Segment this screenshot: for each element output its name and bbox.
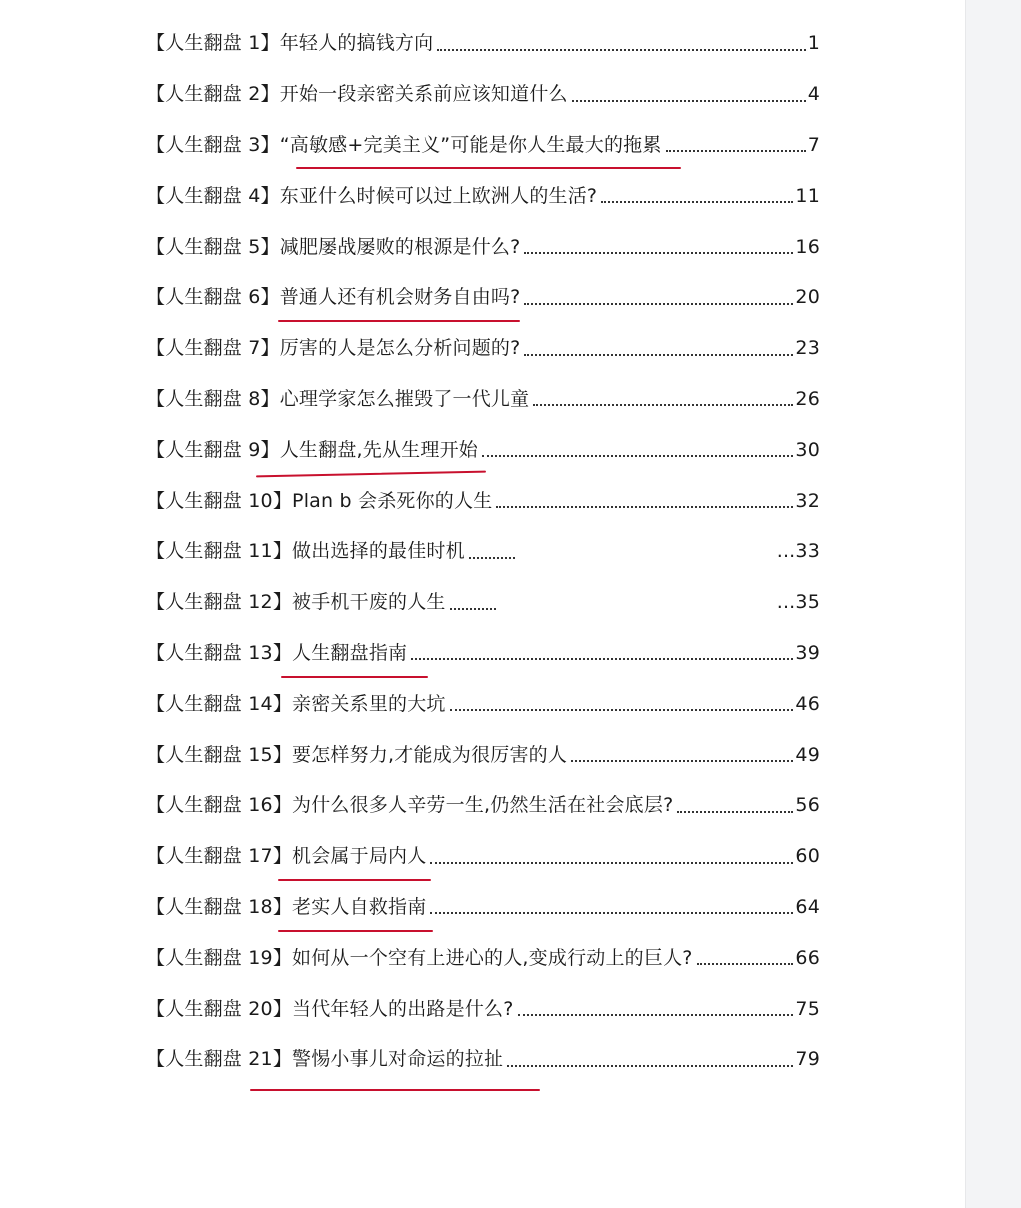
dot-leader [533, 403, 793, 406]
toc-entry-title: 为什么很多人辛劳一生,仍然生活在社会底层? [292, 794, 674, 817]
red-pen-underline [278, 879, 431, 881]
table-of-contents [146, 18, 820, 1085]
red-pen-underline [278, 320, 520, 322]
dot-leader [524, 251, 793, 254]
toc-entry[interactable] [146, 526, 820, 577]
toc-entry-page-number: 66 [795, 946, 820, 969]
toc-entry-page-number: ...35 [776, 591, 820, 614]
toc-entry-number: 【人生翻盘 20】 [146, 997, 293, 1020]
toc-entry-title: 减肥屡战屡败的根源是什么? [279, 235, 521, 258]
toc-entry-page-number: 23 [795, 337, 820, 360]
toc-entry-number: 【人生翻盘 6】 [146, 286, 280, 309]
red-pen-underline [281, 676, 428, 678]
toc-entry-page-number: 7 [807, 133, 820, 156]
dot-leader [507, 1064, 793, 1067]
toc-entry-number: 【人生翻盘 4】 [146, 184, 280, 207]
toc-entry-title: 做出选择的最佳时机 [292, 540, 465, 563]
toc-entry-number: 【人生翻盘 7】 [146, 337, 280, 360]
toc-entry[interactable] [146, 221, 820, 272]
toc-entry[interactable] [146, 170, 820, 221]
toc-entry-title: 年轻人的搞钱方向 [279, 32, 434, 55]
toc-entry-page-number: 46 [795, 692, 820, 715]
toc-entry-number: 【人生翻盘 10】 [146, 489, 293, 512]
toc-entry-title: 如何从一个空有上进心的人,变成行动上的巨人? [292, 946, 693, 969]
toc-entry-title: Plan b 会杀死你的人生 [292, 489, 493, 512]
toc-entry-title: 厉害的人是怎么分析问题的? [279, 337, 521, 360]
dot-leader [572, 99, 806, 102]
toc-entry-title: 机会属于局内人 [292, 845, 427, 868]
dot-leader [411, 657, 793, 660]
toc-entry-page-number: 75 [795, 997, 820, 1020]
toc-entry-title: 亲密关系里的大坑 [292, 692, 446, 715]
red-pen-underline [250, 1089, 540, 1091]
toc-entry-number: 【人生翻盘 19】 [146, 946, 293, 969]
dot-leader [518, 1013, 794, 1016]
toc-entry-number: 【人生翻盘 2】 [146, 83, 280, 106]
dot-leader [524, 302, 793, 305]
dot-leader [450, 708, 794, 711]
red-pen-underline [278, 930, 433, 932]
toc-entry-title: 要怎样努力,才能成为很厉害的人 [292, 743, 568, 766]
toc-entry-number: 【人生翻盘 13】 [146, 641, 293, 664]
toc-entry[interactable] [146, 1034, 820, 1085]
dot-leader [469, 556, 515, 559]
toc-entry[interactable] [146, 628, 820, 679]
viewer-side-margin [965, 0, 1021, 1208]
toc-entry-page-number: 26 [795, 387, 820, 410]
toc-entry[interactable] [146, 780, 820, 831]
toc-entry[interactable] [146, 932, 820, 983]
dot-leader [524, 353, 793, 356]
toc-entry[interactable] [146, 120, 820, 171]
dot-leader [601, 200, 793, 203]
toc-entry[interactable] [146, 678, 820, 729]
toc-entry-number: 【人生翻盘 15】 [146, 743, 293, 766]
red-pen-underline [296, 167, 681, 169]
toc-entry[interactable] [146, 729, 820, 780]
dot-leader [430, 911, 793, 914]
dot-leader [571, 759, 793, 762]
toc-entry[interactable] [146, 983, 820, 1034]
toc-entry-number: 【人生翻盘 8】 [146, 387, 280, 410]
toc-entry[interactable] [146, 577, 820, 628]
toc-entry-title: 老实人自救指南 [292, 895, 427, 918]
toc-entry-page-number: 64 [795, 895, 820, 918]
toc-entry-number: 【人生翻盘 12】 [146, 591, 293, 614]
toc-entry-title: 人生翻盘指南 [292, 641, 408, 664]
toc-entry[interactable] [146, 272, 820, 323]
toc-entry-title: 东亚什么时候可以过上欧洲人的生活? [279, 184, 598, 207]
toc-entry-number: 【人生翻盘 9】 [146, 438, 280, 461]
toc-entry-page-number: 16 [795, 235, 820, 258]
toc-entry[interactable] [146, 323, 820, 374]
toc-entry-page-number: 20 [795, 286, 820, 309]
toc-entry[interactable] [146, 69, 820, 120]
dot-leader [697, 962, 794, 965]
toc-entry-page-number: 1 [807, 32, 820, 55]
toc-entry-page-number: 11 [795, 184, 820, 207]
toc-entry-page-number: ...33 [776, 540, 820, 563]
dot-leader [677, 810, 793, 813]
toc-entry-number: 【人生翻盘 3】 [146, 133, 280, 156]
toc-entry-page-number: 4 [807, 83, 820, 106]
toc-entry-page-number: 60 [795, 845, 820, 868]
toc-entry[interactable] [146, 424, 820, 475]
toc-entry-number: 【人生翻盘 16】 [146, 794, 293, 817]
toc-entry-page-number: 49 [795, 743, 820, 766]
toc-entry-title: 当代年轻人的出路是什么? [292, 997, 514, 1020]
toc-entry-page-number: 32 [795, 489, 820, 512]
toc-entry-title: 普通人还有机会财务自由吗? [279, 286, 521, 309]
dot-leader [482, 454, 793, 457]
toc-entry[interactable] [146, 831, 820, 882]
toc-entry-page-number: 56 [795, 794, 820, 817]
toc-entry-title: “高敏感+完美主义”可能是你人生最大的拖累 [279, 133, 662, 156]
dot-leader [496, 505, 793, 508]
dot-leader [450, 607, 496, 610]
toc-entry-title: 人生翻盘,先从生理开始 [279, 438, 478, 461]
toc-entry-title: 被手机干废的人生 [292, 591, 446, 614]
toc-entry-page-number: 39 [795, 641, 820, 664]
toc-entry-title: 心理学家怎么摧毁了一代儿童 [279, 387, 530, 410]
toc-entry-title: 开始一段亲密关系前应该知道什么 [279, 83, 568, 106]
toc-entry[interactable] [146, 475, 820, 526]
toc-entry-number: 【人生翻盘 5】 [146, 235, 280, 258]
toc-entry[interactable] [146, 18, 820, 69]
toc-entry-number: 【人生翻盘 11】 [146, 540, 293, 563]
dot-leader [666, 149, 806, 152]
toc-entry-number: 【人生翻盘 21】 [146, 1048, 293, 1071]
dot-leader [437, 48, 805, 51]
toc-entry-number: 【人生翻盘 17】 [146, 845, 293, 868]
toc-entry[interactable] [146, 374, 820, 425]
toc-entry-page-number: 30 [795, 438, 820, 461]
toc-entry-number: 【人生翻盘 1】 [146, 32, 280, 55]
toc-entry[interactable] [146, 882, 820, 933]
toc-entry-title: 警惕小事儿对命运的拉扯 [292, 1048, 504, 1071]
toc-entry-number: 【人生翻盘 14】 [146, 692, 293, 715]
dot-leader [430, 861, 793, 864]
toc-entry-page-number: 79 [795, 1048, 820, 1071]
toc-entry-number: 【人生翻盘 18】 [146, 895, 293, 918]
